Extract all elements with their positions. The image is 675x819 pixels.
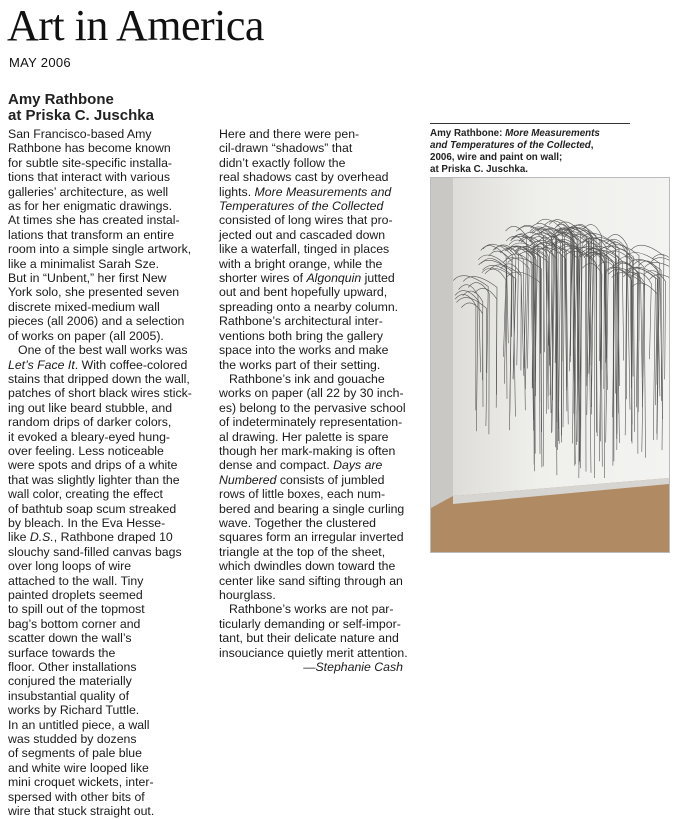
text-line	[8, 199, 213, 213]
text-run: galleries’ architecture, as well	[8, 184, 169, 199]
italic-title: Numbered	[219, 472, 277, 487]
text-line	[8, 689, 213, 703]
text-run: floor. Other installations	[8, 660, 137, 675]
text-line	[219, 401, 424, 415]
text-line	[8, 285, 213, 299]
text-line	[219, 141, 424, 155]
italic-title: D.S.	[29, 530, 54, 545]
text-run: works on paper (all 22 by 30 inch-	[219, 386, 404, 401]
text-run: scatter down the wall’s	[8, 631, 132, 646]
text-line	[8, 372, 213, 386]
text-line	[8, 617, 213, 631]
text-run: by bleach. In the Eva Hesse-	[8, 515, 166, 530]
text-run: lights.	[219, 184, 255, 199]
text-run: Rathbone’s architectural inter-	[219, 314, 383, 329]
text-line	[219, 430, 424, 444]
text-line	[8, 545, 213, 559]
text-line	[8, 487, 213, 501]
text-run: spersed with other bits of	[8, 789, 145, 804]
text-line	[8, 415, 213, 429]
text-line	[8, 804, 213, 818]
text-run: over long loops of wire	[8, 559, 132, 574]
text-run: consisted of long wires that pro-	[219, 213, 393, 228]
text-run: ventions both bring the gallery	[219, 328, 384, 343]
text-line	[219, 372, 424, 386]
article-column-2	[219, 127, 424, 674]
text-line	[8, 588, 213, 602]
text-line	[8, 631, 213, 645]
text-line	[219, 358, 424, 372]
text-run: jutted	[361, 271, 395, 286]
text-run: real shadows cast by overhead	[219, 170, 389, 185]
text-line	[8, 430, 213, 444]
text-run: that was slightly lighter than the	[8, 472, 180, 487]
text-run: ticularly demanding or self-impor-	[219, 616, 401, 631]
text-line	[8, 660, 213, 674]
text-run: tant, but their delicate nature and	[219, 631, 399, 646]
text-line	[219, 473, 424, 487]
text-run: tions that interact with various	[8, 170, 170, 185]
text-line	[219, 329, 424, 343]
text-line	[8, 674, 213, 688]
text-line	[8, 732, 213, 746]
text-run: which dwindles down toward the	[219, 559, 396, 574]
text-run: In an untitled piece, a wall	[8, 717, 150, 732]
text-line	[8, 358, 213, 372]
caption-text: ,	[590, 140, 594, 151]
italic-title: Algonquin	[306, 271, 362, 286]
text-run: Rathbone’s works are not par-	[229, 602, 394, 617]
caption-artwork-title: More Measurements	[505, 128, 600, 139]
text-run: though her mark-making is often	[219, 443, 396, 458]
text-line	[219, 602, 424, 616]
text-run: ing out like beard stubble, and	[8, 400, 173, 415]
text-run: over feeling. Less noticeable	[8, 443, 164, 458]
text-run: didn’t exactly follow the	[219, 155, 346, 170]
text-run: lations that transform an entire	[8, 227, 175, 242]
text-run: spreading onto a nearby column.	[219, 299, 399, 314]
text-line	[8, 300, 213, 314]
text-line	[219, 314, 424, 328]
text-line	[219, 199, 424, 213]
text-line	[219, 516, 424, 530]
text-line	[219, 127, 424, 141]
text-line	[8, 242, 213, 256]
text-run: were spots and drips of a white	[8, 458, 178, 473]
caption-text: at Priska C. Juschka.	[430, 164, 529, 175]
issue-date: MAY 2006	[9, 55, 71, 70]
text-run: the works part of their setting.	[219, 357, 381, 372]
text-line	[8, 458, 213, 472]
text-line	[8, 746, 213, 760]
text-run: of indeterminately representation-	[219, 415, 403, 430]
text-run: insubstantial quality of	[8, 688, 129, 703]
text-line	[8, 401, 213, 415]
text-line	[219, 458, 424, 472]
text-run: cil-drawn “shadows” that	[219, 141, 353, 156]
text-run: like a waterfall, tinged in places	[219, 242, 390, 257]
text-line	[8, 602, 213, 616]
text-line	[219, 285, 424, 299]
text-run: wave. Together the clustered	[219, 515, 376, 530]
text-run: But in “Unbent,” her first New	[8, 271, 167, 286]
text-line	[8, 314, 213, 328]
text-run: Rathbone has become known	[8, 141, 171, 156]
text-line	[219, 170, 424, 184]
text-line	[8, 775, 213, 789]
text-line	[8, 559, 213, 573]
text-run: of segments of pale blue	[8, 746, 142, 761]
text-line	[219, 271, 424, 285]
text-run: stains that dripped down the wall,	[8, 371, 190, 386]
text-line	[219, 257, 424, 271]
caption-artwork-title: and Temperatures of the Collected	[430, 140, 591, 151]
text-run: , Rathbone draped 10	[53, 530, 173, 545]
text-run: conjured the materially	[8, 674, 132, 689]
text-run: At times she has created instal-	[8, 213, 180, 228]
text-line	[219, 213, 424, 227]
text-line	[219, 617, 424, 631]
text-line	[8, 343, 213, 357]
text-run: hourglass.	[219, 588, 276, 602]
text-line	[219, 156, 424, 170]
text-run: with a bright orange, while the	[219, 256, 383, 271]
text-line	[219, 588, 424, 602]
text-run: al drawing. Her palette is spare	[219, 429, 389, 444]
caption-line	[430, 128, 630, 140]
text-line	[219, 228, 424, 242]
caption-line	[430, 164, 630, 176]
text-run: like	[8, 530, 30, 545]
text-run: jected out and cascaded down	[219, 227, 386, 242]
text-run: consists of jumbled	[276, 472, 385, 487]
text-run: for subtle site-specific installa-	[8, 155, 173, 170]
text-run: mini croquet wickets, inter-	[8, 775, 154, 790]
italic-title: Temperatures of the Collected	[219, 199, 384, 214]
text-run: bered and bearing a single curling	[219, 501, 405, 516]
text-run: out and bent hopefully upward,	[219, 285, 388, 300]
text-line	[219, 386, 424, 400]
text-line	[8, 257, 213, 271]
text-run: pieces (all 2006) and a selection	[8, 314, 185, 329]
text-run: and white wire looped like	[8, 760, 149, 775]
headline-artist: Amy Rathbone	[8, 91, 114, 108]
headline-gallery: at Priska C. Juschka	[8, 107, 154, 124]
text-run: squares form an irregular inverted	[219, 530, 404, 545]
text-run: attached to the wall. Tiny	[8, 573, 144, 588]
text-run: York solo, she presented seven	[8, 285, 180, 300]
text-line	[8, 574, 213, 588]
text-run: as for her enigmatic drawings.	[8, 199, 173, 214]
text-line	[219, 631, 424, 645]
article-column-1	[8, 127, 213, 819]
text-run: San Francisco-based Amy	[8, 127, 152, 141]
text-run: wall color, creating the effect	[8, 487, 163, 502]
text-line	[8, 127, 213, 141]
text-line	[8, 516, 213, 530]
text-run: works by Richard Tuttle.	[8, 703, 140, 718]
photo-caption	[430, 123, 630, 176]
text-run: One of the best wall works was	[18, 343, 188, 358]
caption-line	[430, 140, 630, 152]
text-line	[219, 300, 424, 314]
text-run: shorter wires of	[219, 271, 307, 286]
text-line	[8, 213, 213, 227]
text-run: discrete mixed-medium wall	[8, 299, 160, 314]
text-run: random drips of darker colors,	[8, 415, 172, 430]
text-line	[219, 444, 424, 458]
text-run: wire that stuck straight out.	[8, 804, 155, 819]
text-line	[219, 415, 424, 429]
text-line	[8, 386, 213, 400]
text-line	[219, 545, 424, 559]
text-line	[219, 343, 424, 357]
text-line	[8, 444, 213, 458]
text-line	[8, 473, 213, 487]
artwork-photo	[430, 177, 670, 553]
text-run: patches of short black wires stick-	[8, 386, 192, 401]
text-run: insouciance quietly merit attention.	[219, 645, 408, 660]
text-line	[8, 718, 213, 732]
text-line	[8, 761, 213, 775]
text-line	[8, 156, 213, 170]
text-line	[219, 502, 424, 516]
text-line	[219, 185, 424, 199]
caption-text: 2006, wire and paint on wall;	[430, 152, 563, 163]
italic-title: More Measurements and	[254, 184, 392, 199]
masthead: Art in America	[7, 1, 264, 50]
text-run: space into the works and make	[219, 343, 389, 358]
text-line	[8, 271, 213, 285]
text-run: bag’s bottom corner and	[8, 616, 141, 631]
text-run: rows of little boxes, each num-	[219, 487, 386, 502]
text-run: Rathbone’s ink and gouache	[229, 371, 385, 386]
text-line	[8, 530, 213, 544]
text-line	[219, 242, 424, 256]
text-line	[219, 574, 424, 588]
text-line	[8, 502, 213, 516]
text-line	[8, 170, 213, 184]
wire-installation-image	[431, 178, 669, 552]
italic-title: Let’s Face It	[8, 357, 75, 372]
text-run: painted droplets seemed	[8, 588, 143, 602]
text-line	[219, 487, 424, 501]
text-line	[219, 559, 424, 573]
text-run: was studded by dozens	[8, 732, 137, 747]
text-line	[219, 646, 424, 660]
article-headline	[8, 92, 228, 124]
text-run: triangle at the top of the sheet,	[219, 544, 386, 559]
text-run: it evoked a bleary-eyed hung-	[8, 429, 171, 444]
text-line	[8, 141, 213, 155]
text-run: room into a simple single artwork,	[8, 242, 192, 257]
text-run: dense and compact.	[219, 458, 334, 473]
text-run: . With coffee-colored	[74, 357, 188, 372]
caption-text: Amy Rathbone:	[430, 128, 506, 139]
text-run: like a minimalist Sarah Sze.	[8, 256, 160, 271]
author-signature: —Stephanie Cash	[303, 660, 403, 675]
text-line	[219, 530, 424, 544]
text-line	[8, 646, 213, 660]
text-run: center like sand sifting through an	[219, 573, 403, 588]
text-line	[8, 329, 213, 343]
text-run: to spill out of the topmost	[8, 602, 145, 617]
text-line	[8, 185, 213, 199]
text-run: surface towards the	[8, 645, 116, 660]
italic-title: Days are	[333, 458, 383, 473]
text-line	[8, 703, 213, 717]
text-run: of bathtub soap scum streaked	[8, 501, 177, 516]
text-run: es) belong to the pervasive school	[219, 400, 406, 415]
text-run: slouchy sand-filled canvas bags	[8, 544, 182, 559]
text-line	[8, 790, 213, 804]
text-line	[8, 228, 213, 242]
text-run: Here and there were pen-	[219, 127, 360, 141]
caption-line	[430, 152, 630, 164]
text-run: of works on paper (all 2005).	[8, 328, 164, 343]
